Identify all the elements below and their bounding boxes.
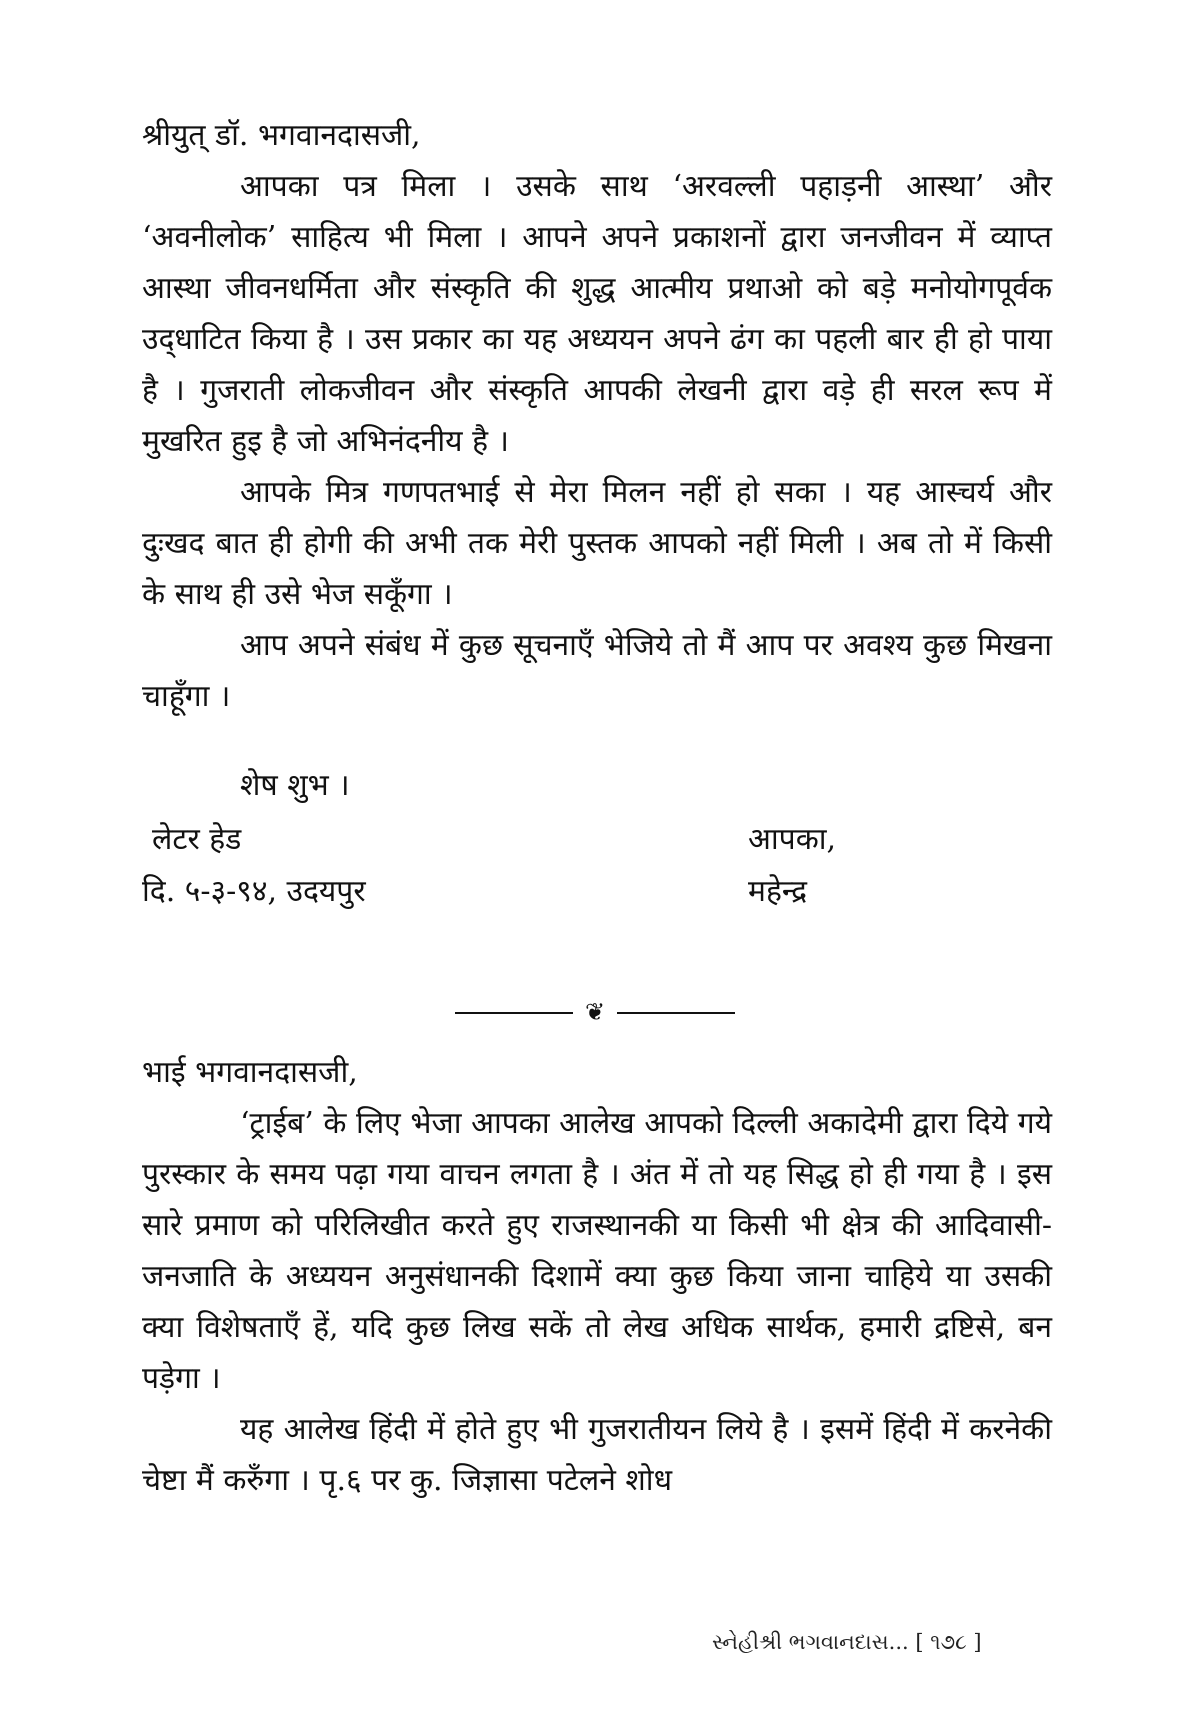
letter1-signature: महेन्द्र xyxy=(748,874,808,909)
letter1-yours: आपका, xyxy=(748,822,837,857)
letter1-paragraph-3: आप अपने संबंध में कुछ सूचनाएँ भेजिये तो मैं आप पर अवश्य कुछ मिखना चाहूँगा । xyxy=(142,628,1052,714)
letter1-date-place: दि. ५-३-९४, उदयपुर xyxy=(142,874,366,909)
divider-ornament-icon: ❦ xyxy=(584,998,606,1026)
letter1-paragraph-1: आपका पत्र मिला । उसके साथ ‘अरवल्ली पहाड़नी आस्था’ और ‘अवनीलोक’ साहित्य भी मिला । आपने अपने प्रकाशनों द्वारा जनजीवन में व्याप्त आस्था जीवनधर्मिता और संस्कृति की शुद्ध आत्मीय प्रथाओ को बड़े मनोयोगपूर्वक उद्‌धाटित किया है । उस प्रकार का यह अध्ययन अपने ढंग का पहली बार ही हो पाया है । गुजराती लोकजीवन और संस्कृति आपकी लेखनी द्वारा वड़े ही सरल रूप में मुखरित हुइ है जो अभिनंदनीय है । xyxy=(142,169,1052,459)
letter2-salutation: भाई भगवानदासजी, xyxy=(142,1055,358,1090)
letter1-salutation: श्रीयुत् डॉ. भगवानदासजी, xyxy=(142,118,421,153)
letter1-closing: शेष शुभ । xyxy=(240,768,350,803)
letter2-paragraph-2: यह आलेख हिंदी में होते हुए भी गुजरातीयन लिये है । इसमें हिंदी में करनेकी चेष्टा मैं करुँगा । पृ.६ पर कु. जिज्ञासा पटेलने शोध xyxy=(142,1412,1052,1498)
letterhead-note: लेटर हेड xyxy=(152,822,242,857)
section-divider xyxy=(455,998,735,1026)
letter1-body xyxy=(142,161,1052,722)
divider-line-right xyxy=(617,1012,735,1014)
letter2-body xyxy=(142,1098,1052,1506)
letter2-paragraph-1: ‘ट्राईब’ के लिए भेजा आपका आलेख आपको दिल्ली अकादेमी द्वारा दिये गये पुरस्कार के समय पढ़ा गया वाचन लगता है । अंत में तो यह सिद्ध हो ही गया है । इस सारे प्रमाण को परिलिखीत करते हुए राजस्थानकी या किसी भी क्षेत्र की आदिवासी-जनजाति के अध्ययन अनुसंधानकी दिशामें क्या कुछ किया जाना चाहिये या उसकी क्या विशेषताएँ हें, यदि कुछ लिख सकें तो लेख अधिक सार्थक, हमारी द्रष्टिसे, बन पड़ेगा । xyxy=(142,1106,1052,1396)
divider-line-left xyxy=(455,1012,573,1014)
page-footer-running-title: સ્નેહીશ્રી ભગવાનદાસ... [ ૧૭૮ ] xyxy=(712,1630,982,1654)
letter1-paragraph-2: आपके मित्र गणपतभाई से मेरा मिलन नहीं हो सका । यह आस्चर्य और दुःखद बात ही होगी की अभी तक मेरी पुस्तक आपको नहीं मिली । अब तो में किसी के साथ ही उसे भेज सकूँगा । xyxy=(142,475,1052,612)
